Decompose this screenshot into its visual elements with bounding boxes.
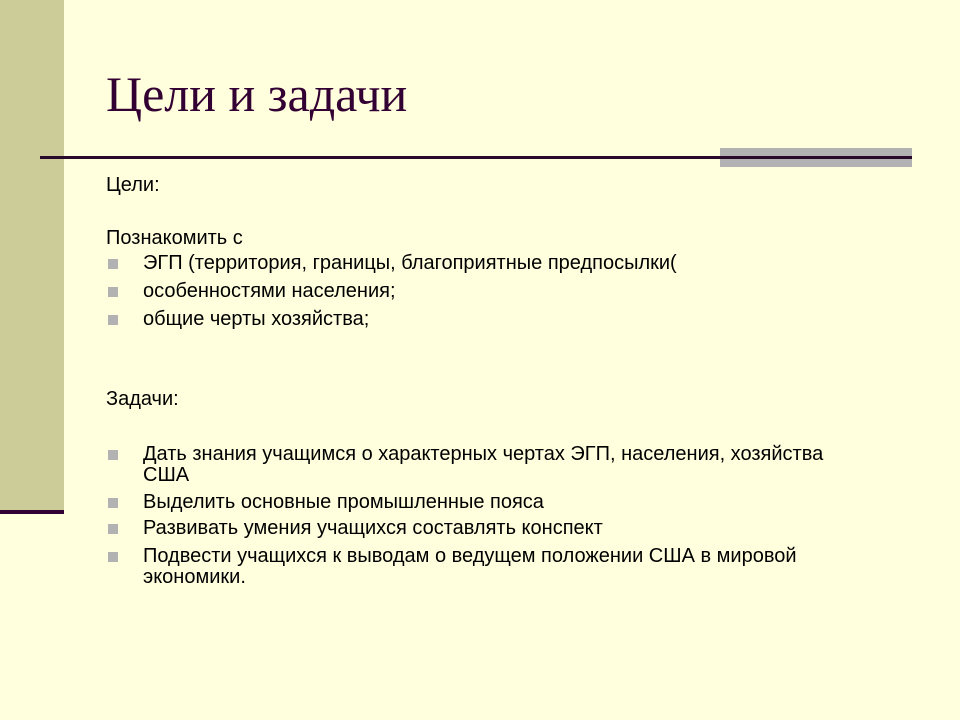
task-item: Дать знания учащимся о характерных чертах ЭГП, населения, хозяйства США (143, 443, 824, 486)
task-item: Развивать умения учащихся составлять конспект (143, 517, 603, 539)
sidebar-accent-bar (0, 510, 64, 514)
goal-item: общие черты хозяйства; (143, 308, 370, 330)
slide-title: Цели и задачи (106, 66, 408, 122)
goals-heading: Цели: (106, 174, 160, 196)
goal-item: ЭГП (территория, границы, благоприятные предпосылки( (143, 252, 677, 274)
bullet-icon (108, 450, 118, 460)
title-divider (40, 156, 912, 159)
bullet-icon (108, 259, 118, 269)
task-item: Подвести учащихся к выводам о ведущем положении США в мировой экономики. (143, 545, 797, 588)
bullet-icon (108, 287, 118, 297)
sidebar-decoration (0, 0, 64, 510)
task-item: Выделить основные промышленные пояса (143, 491, 544, 513)
bullet-icon (108, 315, 118, 325)
bullet-icon (108, 498, 118, 508)
tasks-heading: Задачи: (106, 388, 179, 410)
goal-item: особенностями населения; (143, 280, 396, 302)
bullet-icon (108, 524, 118, 534)
bullet-icon (108, 552, 118, 562)
goals-intro: Познакомить с (106, 227, 243, 249)
